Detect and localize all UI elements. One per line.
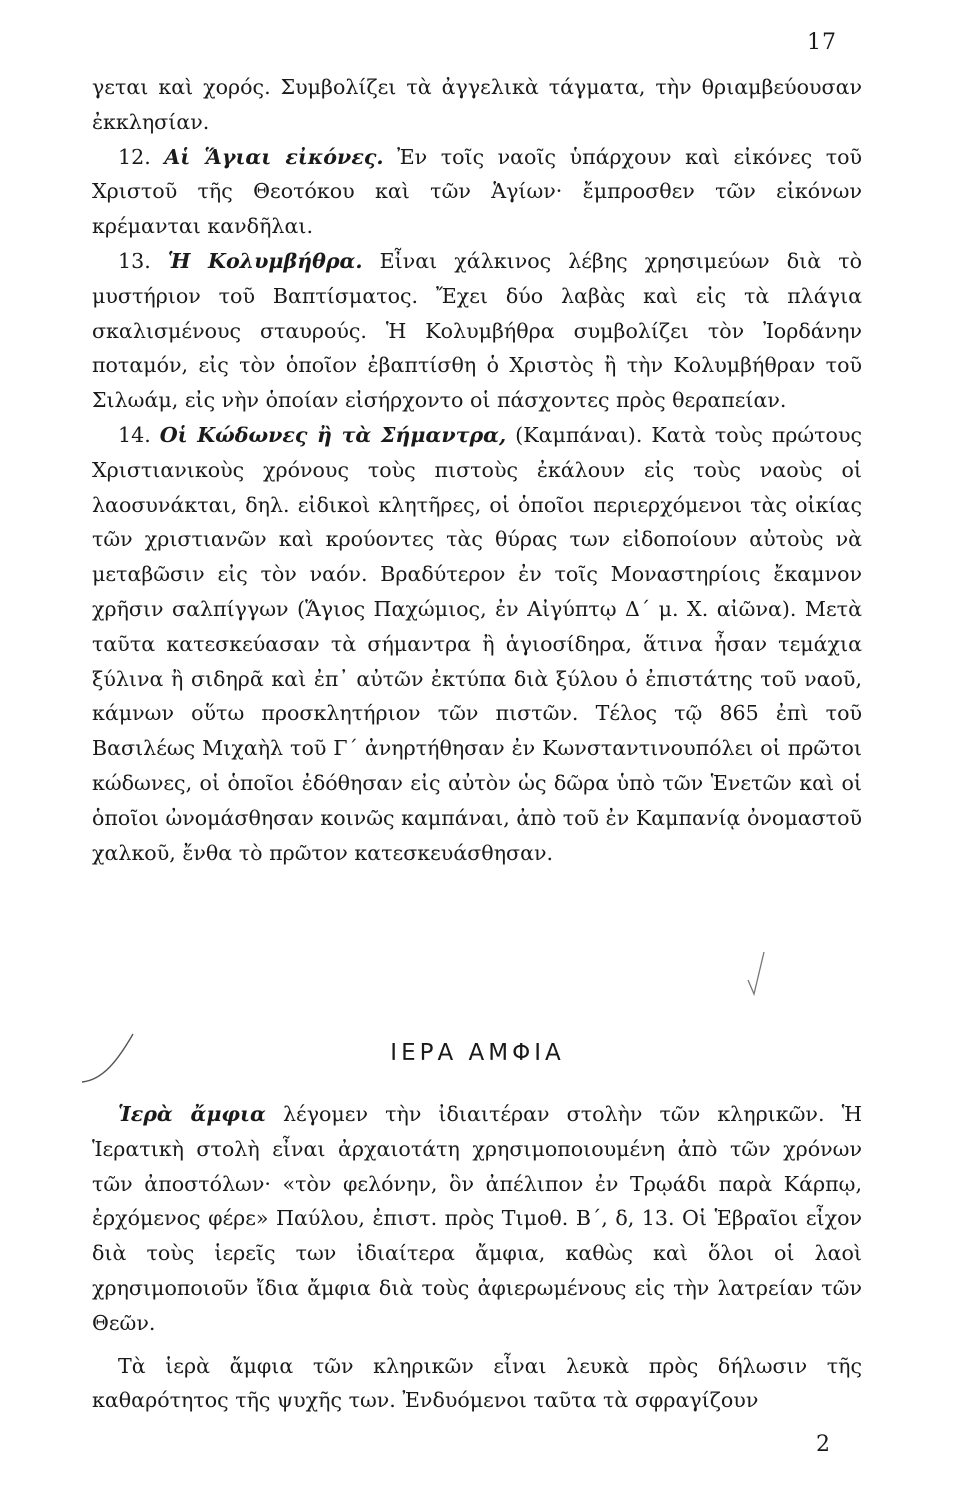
paragraph-text: Τὰ ἱερὰ ἄμφια τῶν κληρικῶν εἶναι λευκὰ πρὸς δήλωσιν τῆς καθαρότητος τῆς ψυχῆς των. Ἐνδυόμενοι ταῦτα τὰ σφραγίζουν [92, 1353, 862, 1413]
item-number: 13. [118, 248, 151, 273]
body-text-bottom [92, 1097, 862, 1418]
paragraph-bells [92, 418, 862, 870]
paragraph-continuation [92, 70, 862, 140]
paragraph-text: γεται καὶ χορός. Συμβολίζει τὰ ἀγγελικὰ τάγματα, τὴν θριαμβεύουσαν ἐκκλησίαν. [92, 75, 862, 134]
item-title: Οἱ Κώδωνες ἢ τὰ Σήμαντρα, [159, 422, 507, 447]
item-title: Αἱ Ἅγιαι εἰκόνες. [164, 144, 384, 169]
section-heading: ΙΕΡΑ ΑΜΦΙΑ [390, 1040, 565, 1066]
paragraph-font [92, 244, 862, 418]
paragraph-icons [92, 140, 862, 244]
paragraph-vestments [92, 1097, 862, 1341]
signature-number: 2 [816, 1432, 830, 1457]
paragraph-text: (Καμπάναι). Κατὰ τοὺς πρώτους Χριστιανικοὺς χρόνους τοὺς πιστοὺς ἐκάλουν εἰς τοὺς ναοὺς οἱ λαοσυνάκται, δηλ. εἰδικοὶ κλητῆρες, οἱ ὁποῖοι περιερχόμενοι τὰς οἰκίας τῶν χριστιανῶν καὶ κρούοντες τὰς θύρας των εἰδοποίουν αὐτοὺς νὰ μεταβῶσιν εἰς τὸν ναόν. Βραδύτερον ἐν τοῖς Μοναστηρίοις ἔκαμνον χρῆσιν σαλπίγγων (Ἅγιος Παχώμιος, ἐν Αἰγύπτῳ Δ΄ μ. Χ. αἰῶνα). Μετὰ ταῦτα κατεσκεύασαν τὰ σήμαντρα ἢ ἁγιοσίδηρα, ἅτινα ἦσαν τεμάχια ξύλινα ἢ σιδηρᾶ καὶ ἐπ᾽ αὐτῶν ἐκτύπα διὰ ξύλου ὁ ἐπιστάτης τοῦ ναοῦ, κάμνων οὕτω προσκλητήριον τῶν πιστῶν. Τέλος τῷ 865 ἐπὶ τοῦ Βασιλέως Μιχαὴλ τοῦ Γ΄ ἀνηρτήθησαν ἐν Κωνσταντινουπόλει οἱ πρῶτοι κώδωνες, οἱ ὁποῖοι ἐδόθησαν εἰς αὐτὸν ὡς δῶρα ὑπὸ τῶν Ἑνετῶν καὶ οἱ ὁποῖοι ὠνομάσθησαν κοινῶς καμπάναι, ἀπὸ τοῦ ἐν Καμπανίᾳ ὀνομαστοῦ χαλκοῦ, ἔνθα τὸ πρῶτον κατεσκευάσθησαν. [92, 422, 862, 865]
paragraph-text: Εἶναι χάλκινος λέβης χρησιμεύων διὰ τὸ μυστήριον τοῦ Βαπτίσματος. Ἔχει δύο λαβὰς καὶ εἰς τὰ πλάγια σκαλισμένους σταυρούς. Ἡ Κολυμβήθρα συμβολίζει τὸν Ἰορδάνην ποταμόν, εἰς τὸν ὁποῖον ἐβαπτίσθη ὁ Χριστὸς ἢ τὴν Κολυμβήθραν τοῦ Σιλωάμ, εἰς νὴν ὁποίαν εἰσήρχοντο οἱ πάσχοντες πρὸς θεραπείαν. [92, 248, 862, 413]
item-title: Ἡ Κολυμβήθρα. [167, 248, 363, 273]
body-text-top [92, 70, 862, 870]
paragraph-white-vestments [92, 1349, 862, 1419]
page-number: 17 [807, 30, 837, 55]
item-number: 12. [118, 144, 151, 169]
paragraph-text: λέγομεν τὴν ἰδιαιτέραν στολὴν τῶν κληρικῶν. Ἡ Ἱερατικὴ στολὴ εἶναι ἀρχαιοτάτη χρησιμοποιουμένη ἀπὸ τῶν χρόνων τῶν ἀποστόλων· «τὸν φελόνην, ὃν ἀπέλιπον ἐν Τρῳάδι παρὰ Κάρπῳ, ἐρχόμενος φέρε» Παύλου, ἐπιστ. πρὸς Τιμοθ. Β΄, δ, 13. Οἱ Ἑβραῖοι εἶχον διὰ τοὺς ἱερεῖς των ἰδιαίτερα ἄμφια, καθὼς καὶ ὅλοι οἱ λαοὶ χρησιμοποιοῦν ἴδια ἄμφια διὰ τοὺς ἀφιερωμένους εἰς τὴν λατρείαν τῶν Θεῶν. [92, 1102, 863, 1335]
pen-mark-icon [740, 950, 770, 1000]
item-number: 14. [118, 422, 151, 447]
paragraph-text: Ἐν τοῖς ναοῖς ὑπάρχουν καὶ εἰκόνες τοῦ Χριστοῦ τῆς Θεοτόκου καὶ τῶν Ἁγίων· ἔμπροσθεν τῶν εἰκόνων κρέμανται κανδῆλαι. [92, 144, 863, 239]
item-title: Ἱερὰ ἄμφια [118, 1102, 266, 1126]
